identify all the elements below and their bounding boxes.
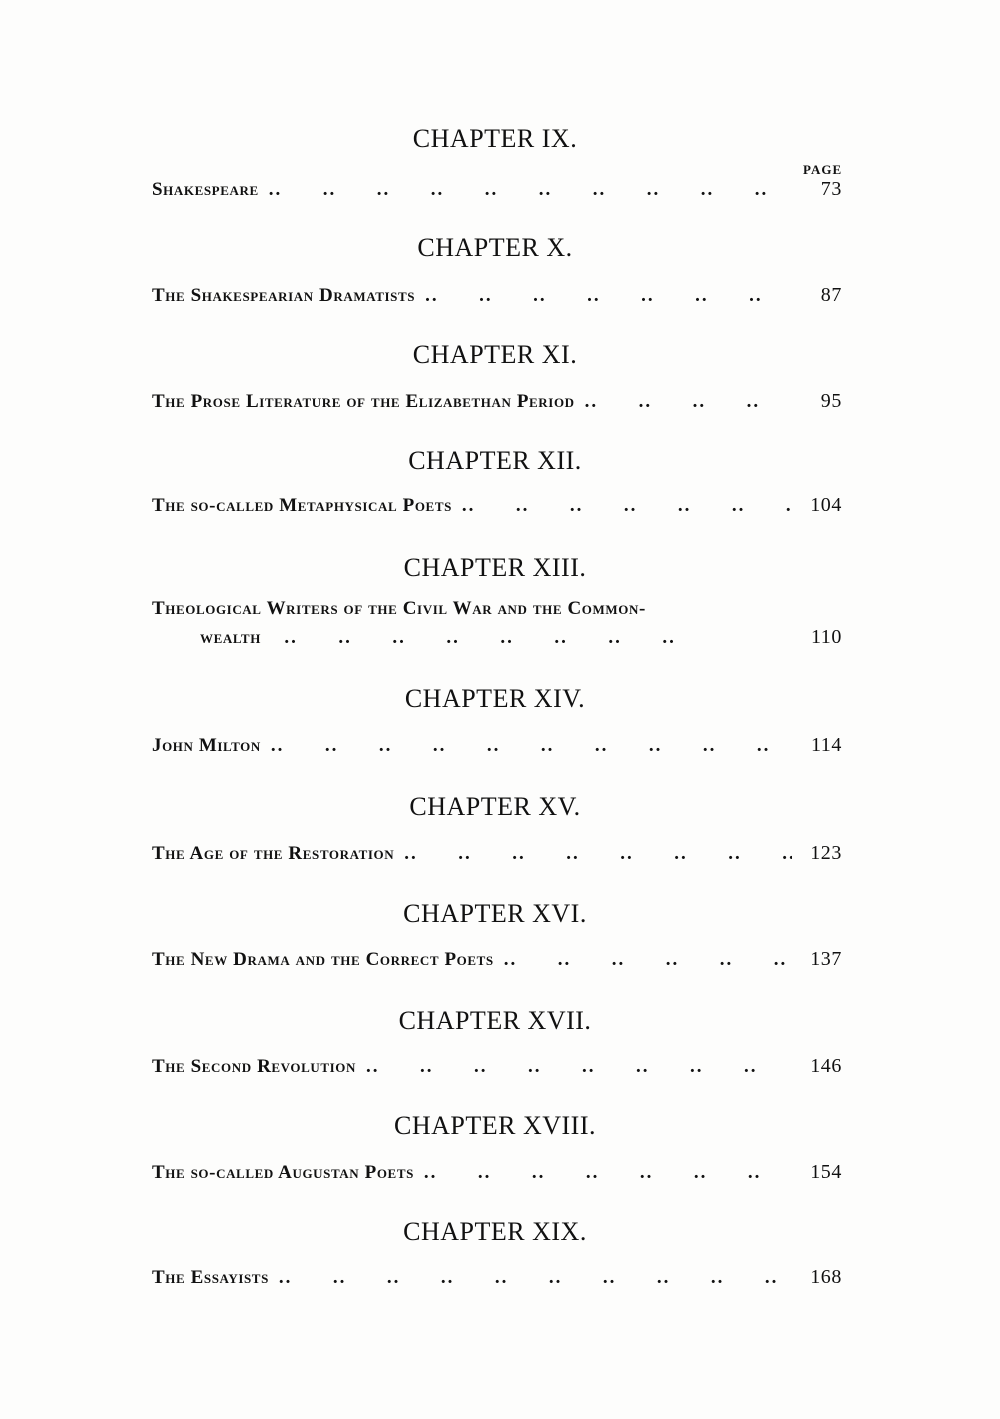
toc-entry[interactable] — [152, 734, 842, 757]
entry-title: The Second Revolution — [152, 1056, 356, 1077]
entry-title: The Essayists — [152, 1267, 269, 1288]
toc-entry[interactable] — [152, 842, 842, 865]
toc-entry[interactable] — [152, 390, 842, 413]
dot-leader — [271, 735, 792, 757]
chapter-heading: CHAPTER XV. — [409, 792, 581, 821]
page-column-label: PAGE — [803, 162, 843, 177]
chapter-heading: CHAPTER IX. — [412, 124, 578, 153]
entry-title: John Milton — [152, 735, 261, 756]
entry-title: The so-called Augustan Poets — [152, 1162, 414, 1183]
entry-page-number: 110 — [810, 626, 842, 648]
toc-entry[interactable] — [152, 1161, 842, 1184]
toc-entry[interactable] — [152, 284, 842, 307]
entry-page-number: 104 — [810, 494, 842, 516]
entry-title: The Shakespearian Dramatists — [152, 285, 416, 306]
entry-page-number: 114 — [810, 734, 842, 756]
toc-entry[interactable] — [152, 178, 842, 201]
entry-page-number: 146 — [810, 1055, 842, 1077]
entry-page-number: 95 — [820, 390, 842, 412]
dot-leader — [425, 285, 792, 307]
chapter-heading: CHAPTER XIII. — [403, 553, 587, 582]
entry-title: Shakespeare — [152, 179, 259, 200]
chapter-heading: CHAPTER XIV. — [404, 684, 586, 713]
toc-entry[interactable] — [152, 598, 842, 649]
chapter-heading: CHAPTER XI. — [412, 340, 578, 369]
entry-page-number: 154 — [810, 1161, 842, 1183]
chapter-heading: CHAPTER XVIII. — [394, 1111, 596, 1140]
entry-title: The Prose Literature of the Elizabethan Period — [152, 391, 575, 412]
dot-leader — [271, 627, 792, 649]
toc-entry[interactable] — [152, 948, 842, 971]
entry-page-number: 137 — [810, 948, 842, 970]
dot-leader — [404, 843, 792, 865]
chapter-heading: CHAPTER X. — [417, 233, 573, 262]
entry-title: The so-called Metaphysical Poets — [152, 495, 452, 516]
toc-entry[interactable] — [152, 494, 842, 517]
entry-title-continuation: wealth — [200, 627, 261, 648]
dot-leader — [279, 1267, 792, 1289]
entry-title: The Age of the Restoration — [152, 843, 395, 864]
toc-entry[interactable] — [152, 1055, 842, 1078]
dot-leader — [269, 179, 792, 201]
dot-leader — [366, 1056, 792, 1078]
dot-leader — [504, 949, 792, 971]
entry-title: Theological Writers of the Civil War and the Common- — [152, 598, 646, 619]
entry-page-number: 73 — [820, 178, 842, 200]
dot-leader — [462, 495, 792, 517]
chapter-heading: CHAPTER XVII. — [398, 1006, 592, 1035]
entry-page-number: 87 — [820, 284, 842, 306]
dot-leader — [424, 1162, 792, 1184]
chapter-heading: CHAPTER XIX. — [403, 1217, 587, 1246]
chapter-heading: CHAPTER XVI. — [403, 899, 587, 928]
chapter-heading: CHAPTER XII. — [408, 446, 582, 475]
dot-leader — [585, 391, 792, 413]
entry-page-number: 123 — [810, 842, 842, 864]
entry-page-number: 168 — [810, 1266, 842, 1288]
toc-entry[interactable] — [152, 1266, 842, 1289]
entry-title: The New Drama and the Correct Poets — [152, 949, 494, 970]
